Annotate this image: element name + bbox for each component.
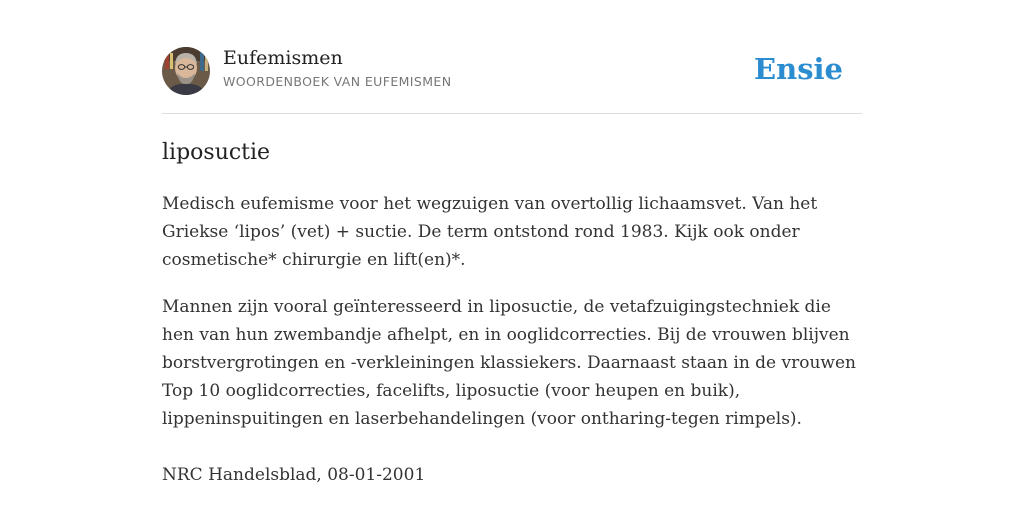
entry-quote [162,293,862,433]
definition-line: Griekse ‘lipos’ (vet) + suctie. De term ontstond rond 1983. Kijk ook onder [162,222,800,242]
author-portrait-icon [162,47,210,95]
quote-line: hen van hun zwembandje afhelpt, en in ooglidcorrecties. Bij de vrouwen blijven [162,325,850,345]
entry-definition [162,190,862,274]
quote-line: Mannen zijn vooral geïnteresseerd in liposuctie, de vetafzuigingstechniek die [162,297,831,317]
entry-source: NRC Handelsblad, 08-01-2001 [162,465,426,485]
quote-line: lippeninspuitingen en laserbehandelingen (voor ontharing-tegen rimpels). [162,409,802,429]
entry-term: liposuctie [162,140,271,165]
brand-logo[interactable]: Ensie [754,52,843,86]
definition-line: cosmetische* chirurgie en lift(en)*. [162,250,466,270]
quote-line: Top 10 ooglidcorrecties, facelifts, liposuctie (voor heupen en buik), [162,381,741,401]
dictionary-title[interactable]: WOORDENBOEK VAN EUFEMISMEN [223,74,452,89]
header [162,46,862,96]
quote-line: borstvergrotingen en -verkleiningen klassiekers. Daarnaast staan in de vrouwen [162,353,856,373]
header-divider [162,113,862,114]
author-name[interactable]: Eufemismen [223,47,343,69]
entry-card [162,0,862,512]
definition-line: Medisch eufemisme voor het wegzuigen van overtollig lichaamsvet. Van het [162,194,818,214]
avatar[interactable] [162,47,210,95]
